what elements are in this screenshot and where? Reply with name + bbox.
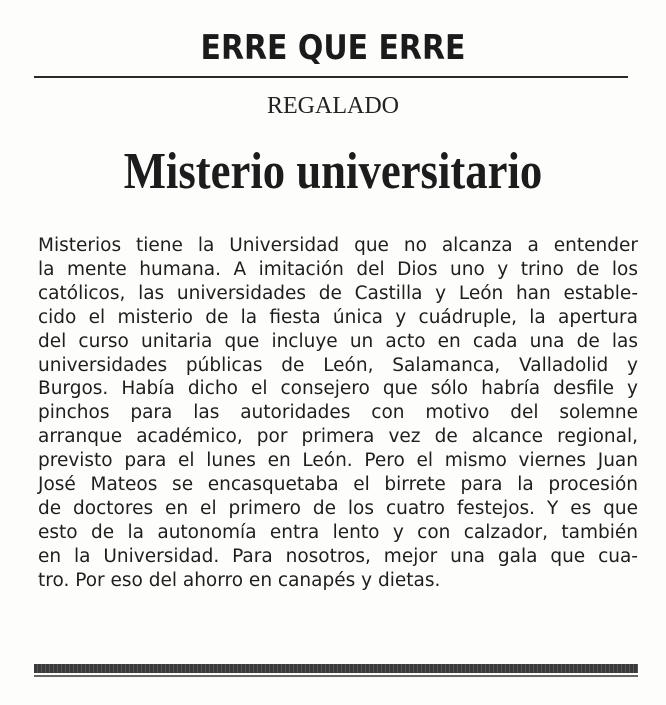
article-headline: Misterio universitario — [123, 143, 543, 200]
body-line: arranque académico, por primera vez de alcance regional, — [38, 426, 638, 448]
body-line: la mente humana. A imitación del Dios uno y trino de los — [38, 258, 638, 280]
body-line: universidades públicas de León, Salamanca, Valladolid y — [38, 354, 638, 376]
body-line: cido el misterio de la fiesta única y cuádruple, la apertura — [38, 306, 638, 328]
body-line: Burgos. Había dicho el consejero que sólo habría desfile y — [38, 378, 638, 400]
body-line: José Mateos se encasquetaba el birrete para la procesión — [38, 474, 638, 496]
body-line: católicos, las universidades de Castilla y León han estable- — [38, 282, 638, 304]
body-line: esto de la autonomía entra lento y con calzador, también — [38, 521, 638, 543]
section-title: ERRE QUE ERRE — [200, 28, 466, 68]
body-line: de doctores en el primero de los cuatro festejos. Y es que — [38, 497, 638, 519]
body-line: en la Universidad. Para nosotros, mejor una gala que cua- — [38, 545, 638, 567]
body-line: pinchos para las autoridades con motivo del solemne — [38, 402, 638, 424]
body-line: Misterios tiene la Universidad que no alcanza a entender — [38, 235, 638, 256]
author-rubric: REGALADO — [267, 93, 399, 119]
top-divider — [34, 76, 628, 78]
bottom-divider-thin — [34, 675, 638, 677]
article-body — [38, 234, 638, 593]
bottom-divider — [34, 664, 638, 673]
body-line: tro. Por eso del ahorro en canapés y dietas. — [38, 569, 441, 591]
cropped-text-fragment — [34, 686, 74, 694]
body-line: del curso unitaria que incluye un acto en cada una de las — [38, 330, 638, 352]
body-line: previsto para el lunes en León. Pero el mismo viernes Juan — [38, 450, 638, 472]
